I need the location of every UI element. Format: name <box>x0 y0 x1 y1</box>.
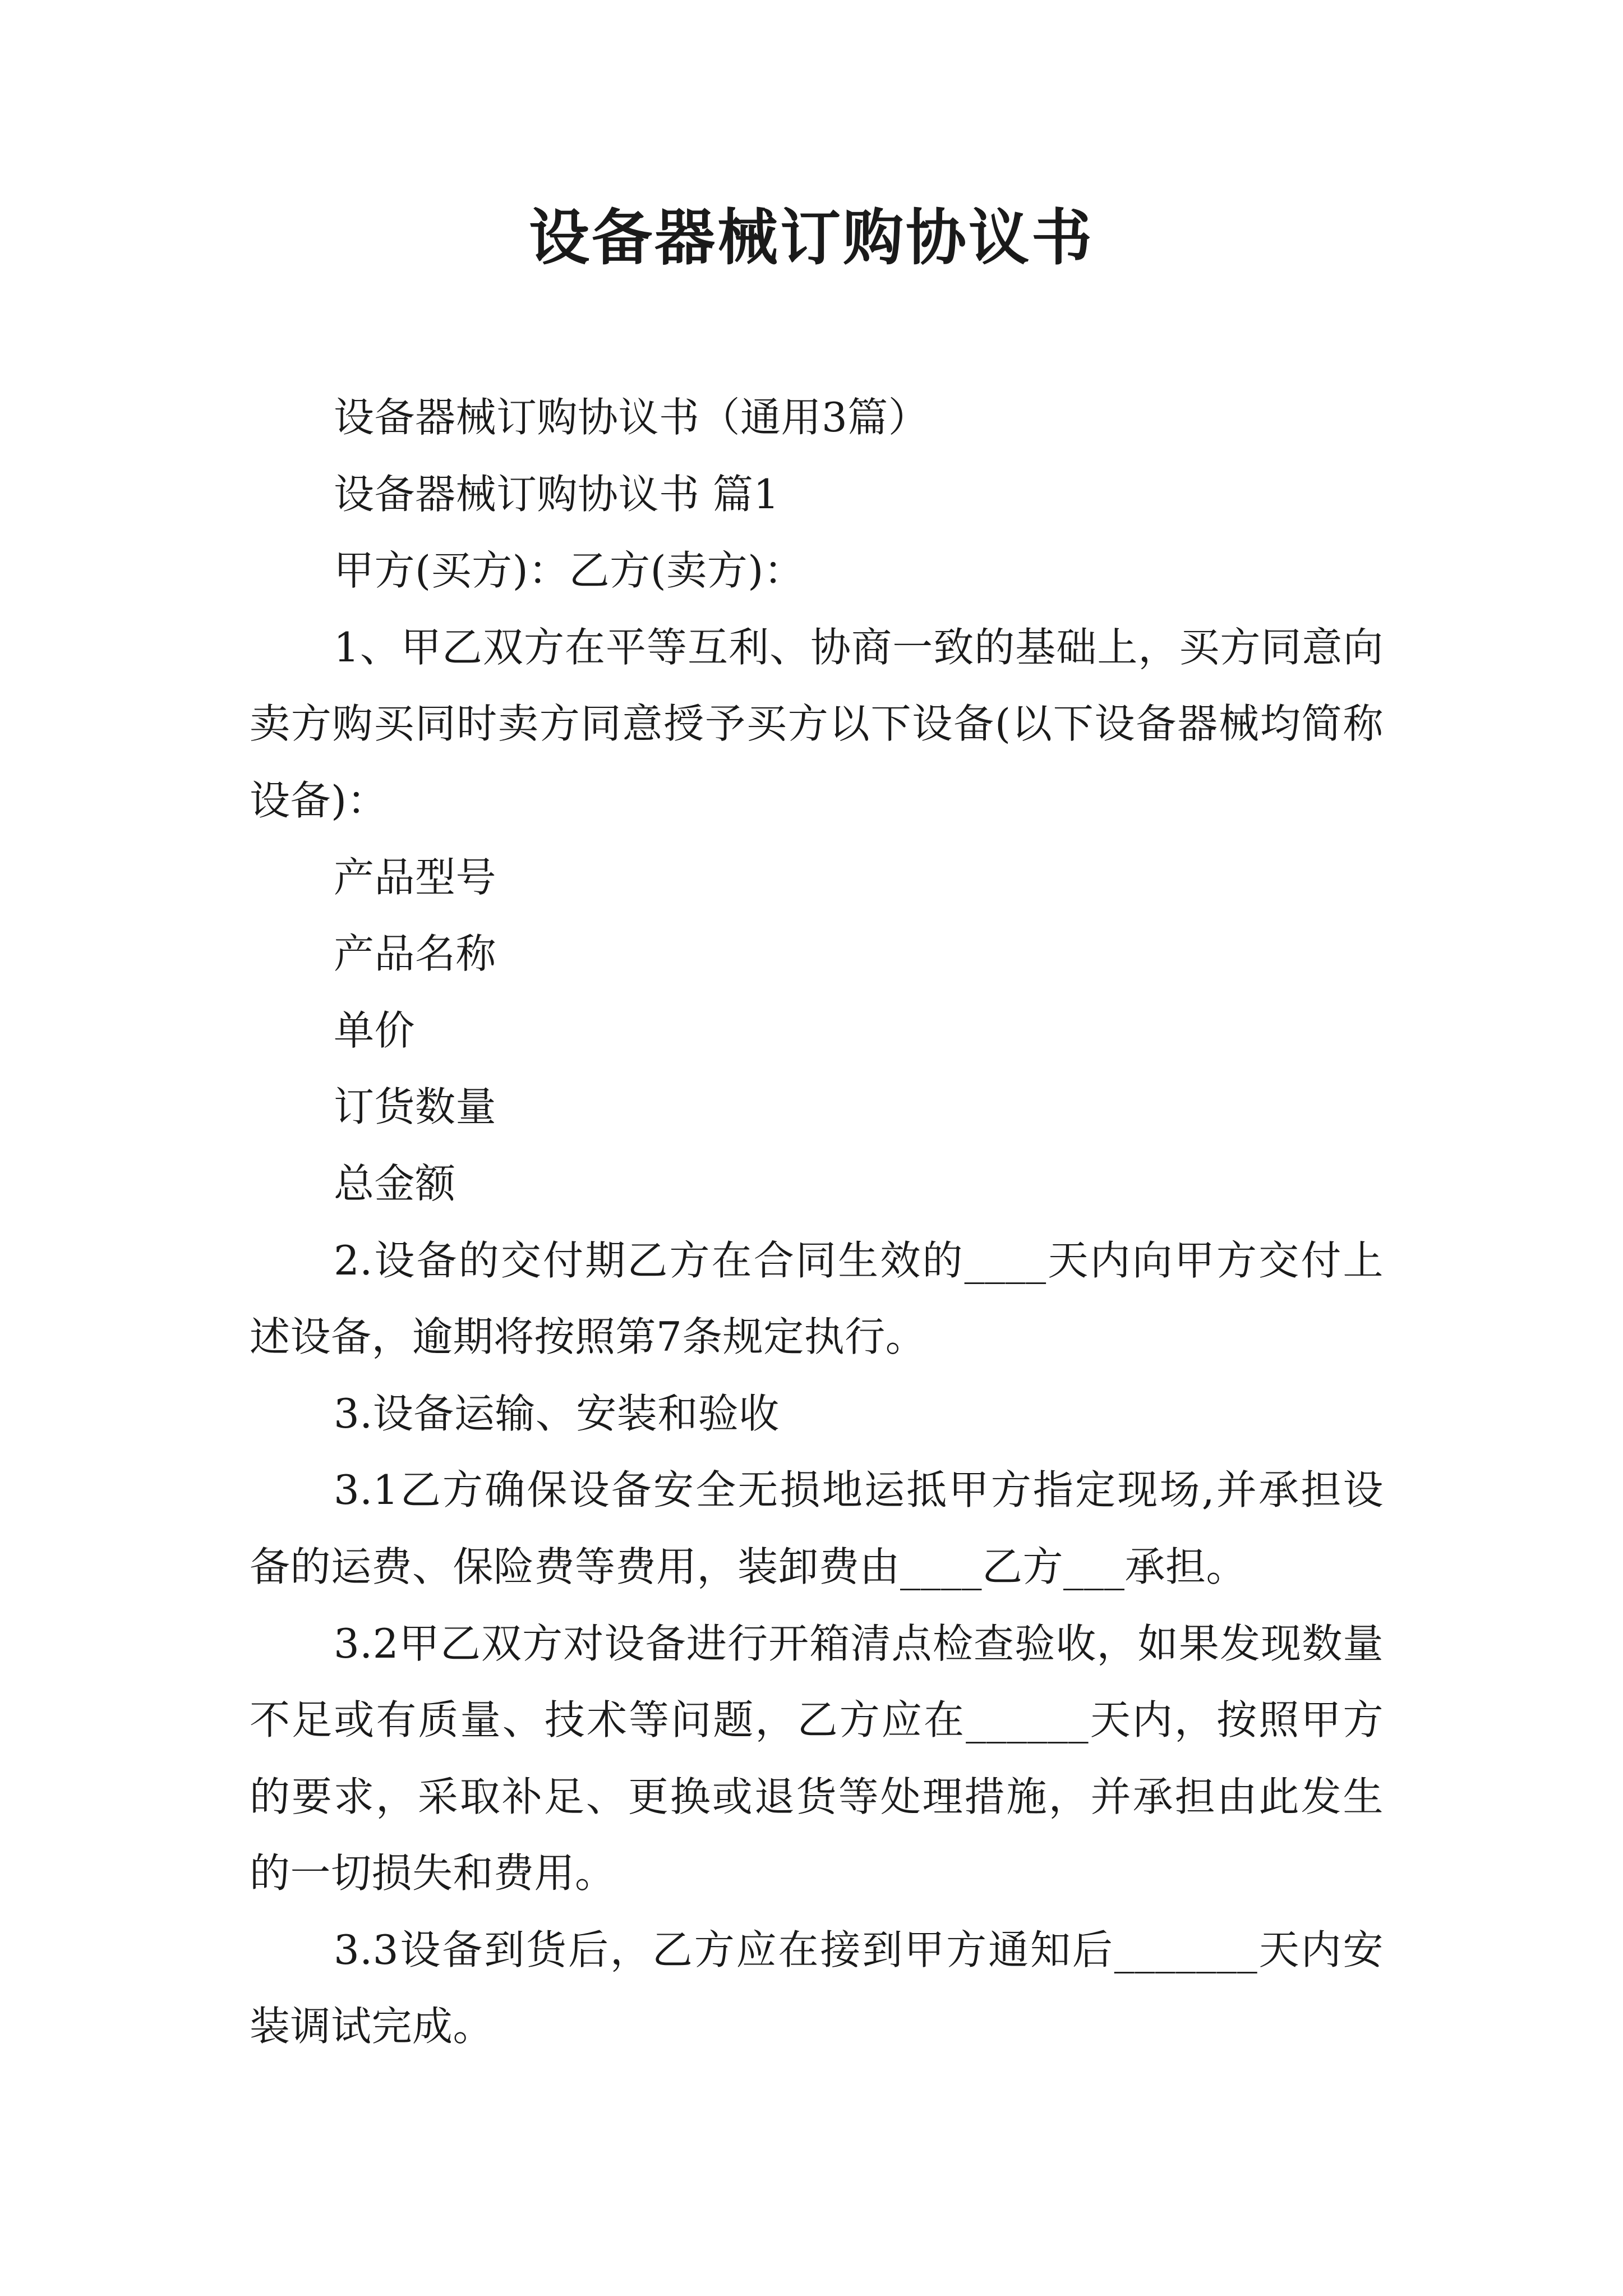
document-title: 设备器械订购协议书 <box>528 203 1094 273</box>
paragraph-clause-1: 1、甲乙双方在平等互利、协商一致的基础上，买方同意向卖方购买同时卖方同意授予买方以下设备(以下设备器械均简称设备)： <box>250 623 1384 824</box>
paragraph-unit-price: 单价 <box>334 1006 416 1054</box>
paragraph-clause-3-3: 3.3设备到货后，乙方应在接到甲方通知后_______天内安装调试完成。 <box>250 1926 1384 2050</box>
paragraph-total-amount: 总金额 <box>334 1159 456 1207</box>
paragraph-order-quantity: 订货数量 <box>334 1083 497 1131</box>
paragraph-clause-2: 2.设备的交付期乙方在合同生效的____天内向甲方交付上述设备，逾期将按照第7条规定执行。 <box>250 1236 1384 1361</box>
paragraph-clause-3-2: 3.2甲乙双方对设备进行开箱清点检查验收，如果发现数量不足或有质量、技术等问题，乙方应在______天内，按照甲方的要求，采取补足、更换或退货等处理措施，并承担由此发生的一切损失和费用。 <box>250 1619 1384 1897</box>
paragraph-subtitle: 设备器械订购协议书（通用3篇） <box>334 394 929 441</box>
paragraph-clause-3: 3.设备运输、安装和验收 <box>334 1389 780 1437</box>
paragraph-section-heading: 设备器械订购协议书 篇1 <box>334 470 780 518</box>
paragraph-product-model: 产品型号 <box>334 853 497 901</box>
document-body <box>250 379 1384 2065</box>
paragraph-product-name: 产品名称 <box>334 930 497 978</box>
paragraph-parties: 甲方(买方)：乙方(卖方)： <box>334 547 805 595</box>
paragraph-clause-3-1: 3.1乙方确保设备安全无损地运抵甲方指定现场,并承担设备的运费、保险费等费用，装卸费由____乙方___承担。 <box>250 1466 1384 1590</box>
